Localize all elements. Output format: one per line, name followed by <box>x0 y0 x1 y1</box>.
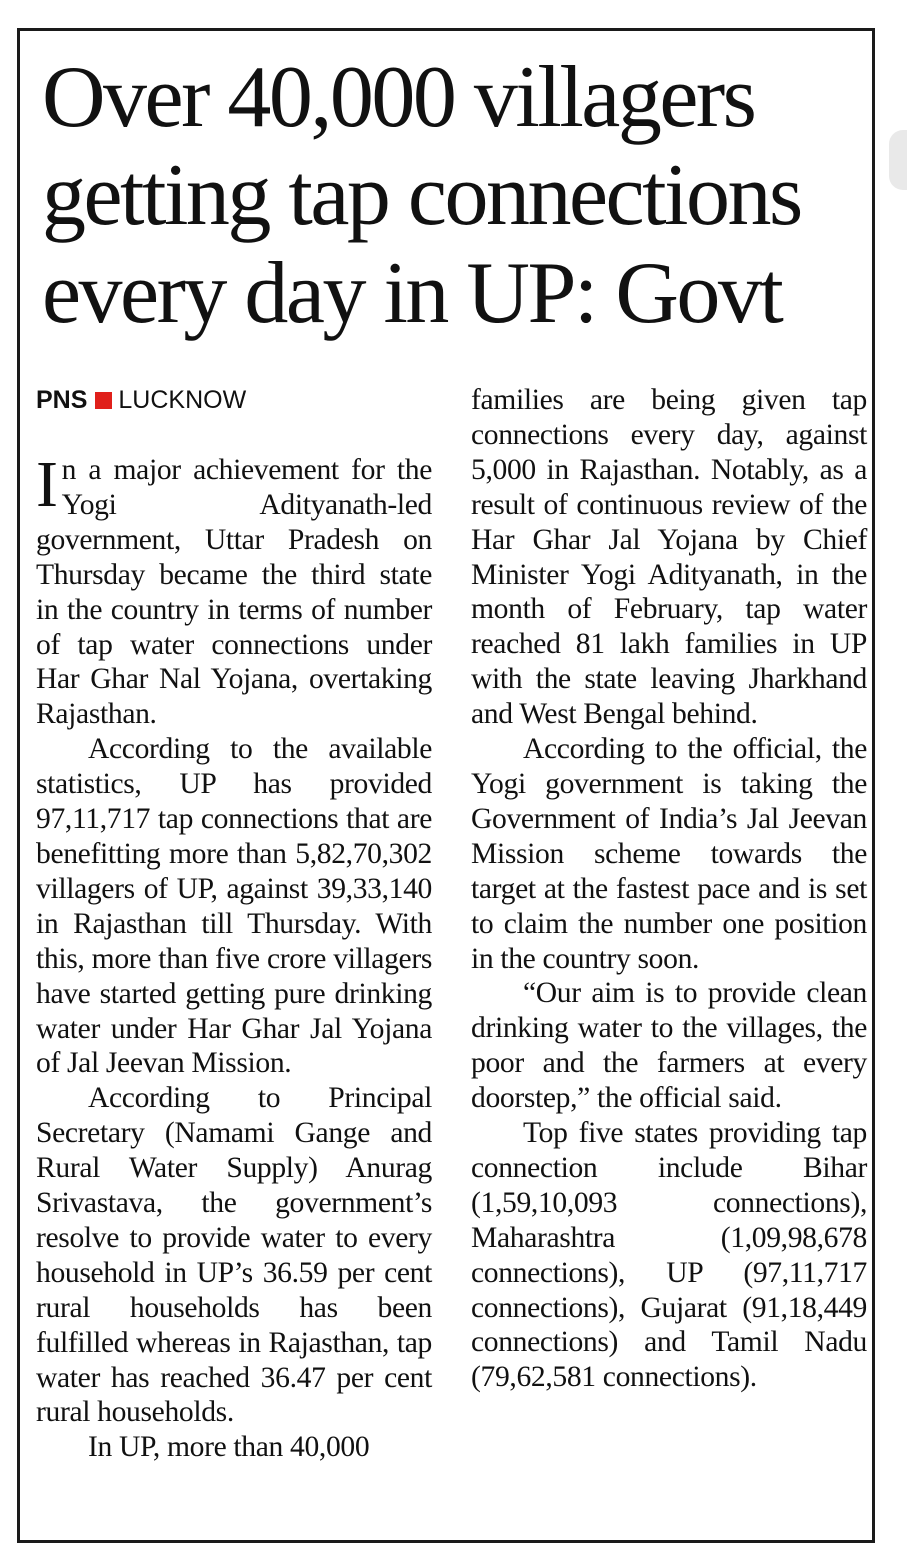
headline: Over 40,000 villagers getting tap connections every day in UP: Govt <box>42 49 801 342</box>
drop-cap: I <box>36 448 58 521</box>
paragraph-1-text: n a major achievement for the Yogi Adityanath-led government, Uttar Pradesh on Thursday became the third state in the country in terms of number of tap water connections under Har Ghar Nal Yojana, overtaking Rajasthan. <box>36 454 432 731</box>
byline-separator-square <box>95 392 112 409</box>
article-column-right <box>471 383 867 1395</box>
article-column-left <box>36 383 432 1465</box>
byline-location: LUCKNOW <box>118 386 247 414</box>
paragraph-1 <box>36 448 432 732</box>
paragraph-3: According to Principal Secretary (Namami Gange and Rural Water Supply) Anurag Srivastava, the government’s resolve to provide water to every household in UP’s 36.59 per cent rural households has been fulfilled whereas in Rajasthan, tap water has reached 36.47 per cent rural households. <box>36 1082 432 1429</box>
byline-agency: PNS <box>36 386 88 414</box>
page-edge <box>889 130 907 190</box>
paragraph-5: According to the official, the Yogi government is taking the Government of India’s Jal Jeevan Mission scheme towards the target at the fastest pace and is set to claim the number one position in the country soon. <box>471 733 867 975</box>
paragraph-2: According to the available statistics, UP has provided 97,11,717 tap connections that are benefitting more than 5,82,70,302 villagers of UP, against 39,33,140 in Rajasthan till Thursday. With this, more than five crore villagers have started getting pure drinking water under Har Ghar Jal Yojana of Jal Jeevan Mission. <box>36 733 432 1080</box>
paragraph-7: Top five states providing tap connection include Bihar (1,59,10,093 connections), Maharashtra (1,09,98,678 connections), UP (97,11,717 connections), Gujarat (91,18,449 connections) and Tamil Nadu (79,62,581 connections). <box>471 1117 867 1394</box>
byline <box>36 383 432 417</box>
paragraph-4-continued: families are being given tap connections every day, against 5,000 in Rajasthan. Notably, as a result of continuous review of the Har Ghar Jal Yojana by Chief Minister Yogi Adityanath, in the month of February, tap water reached 81 lakh families in UP with the state leaving Jharkhand and West Bengal behind. <box>471 384 867 731</box>
paragraph-4-start: In UP, more than 40,000 <box>88 1431 370 1464</box>
article-frame <box>17 28 875 1543</box>
paragraph-6: “Our aim is to provide clean drinking water to the villages, the poor and the farmers at every doorstep,” the official said. <box>471 977 867 1115</box>
